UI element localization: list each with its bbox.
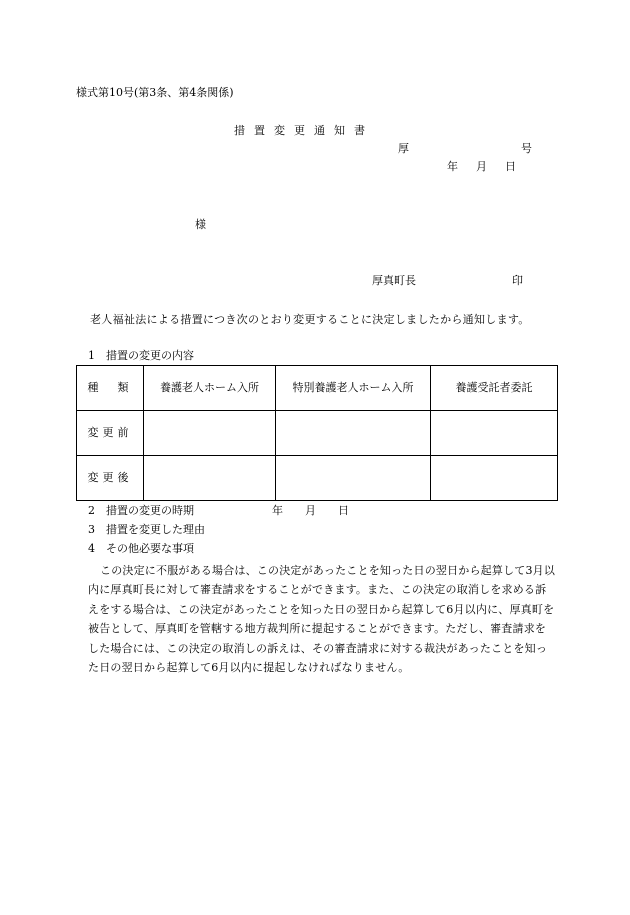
issuer-name: 厚真町長 bbox=[372, 274, 416, 287]
period-month-label: 月 bbox=[305, 504, 316, 517]
section-1-number: 1 bbox=[88, 349, 95, 362]
section-2-heading bbox=[88, 504, 349, 517]
section-3-heading bbox=[88, 523, 205, 536]
seal-mark: 印 bbox=[512, 274, 523, 287]
row-label-before: 変更前 bbox=[77, 411, 144, 456]
row-label-after: 変更後 bbox=[77, 456, 144, 501]
column-header: 特別養護老人ホーム入所 bbox=[276, 366, 431, 411]
column-header: 養護受託者委託 bbox=[431, 366, 558, 411]
period-day-label: 日 bbox=[338, 504, 349, 517]
section-4-number: 4 bbox=[88, 542, 95, 555]
section-4-heading bbox=[88, 542, 194, 555]
table-row bbox=[77, 456, 558, 501]
document-number-suffix: 号 bbox=[521, 142, 532, 155]
section-2-title: 措置の変更の時期 bbox=[106, 504, 194, 517]
change-table bbox=[76, 365, 558, 501]
table-cell bbox=[431, 411, 558, 456]
section-3-title: 措置を変更した理由 bbox=[106, 523, 205, 536]
form-number: 様式第10号(第3条、第4条関係) bbox=[76, 86, 234, 99]
table-header-row bbox=[77, 366, 558, 411]
section-3-number: 3 bbox=[88, 523, 95, 536]
column-header: 種 類 bbox=[77, 366, 144, 411]
change-period-date bbox=[272, 504, 349, 517]
issuer-line bbox=[372, 274, 523, 287]
section-2-number: 2 bbox=[88, 504, 95, 517]
date-day-label: 日 bbox=[505, 160, 516, 173]
document-date bbox=[447, 160, 516, 173]
document-number-prefix: 厚 bbox=[398, 142, 409, 155]
table-cell bbox=[144, 456, 276, 501]
table-cell bbox=[276, 411, 431, 456]
section-4-title: その他必要な事項 bbox=[106, 542, 194, 555]
appeal-notice-paragraph: この決定に不服がある場合は、この決定があったことを知った日の翌日から起算して3月以内に厚真町長に対して審査請求をすることができます。また、この決定の取消しを求める訴えをする場合は、この決定があったことを知った日の翌日から起算して6月以内に、厚真町を被告として、厚真町を管轄する地方裁判所に提起することができます。ただし、審査請求をした場合には、この決定の取消しの訴えは、その審査請求に対する裁決があったことを知った日の翌日から起算して6月以内に提起しなければなりません。 bbox=[88, 564, 556, 675]
table-cell bbox=[144, 411, 276, 456]
date-year-label: 年 bbox=[447, 160, 458, 173]
table-cell bbox=[276, 456, 431, 501]
document-title: 措置変更通知書 bbox=[234, 124, 374, 137]
table-row bbox=[77, 411, 558, 456]
intro-paragraph: 老人福祉法による措置につき次のとおり変更することに決定しましたから通知します。 bbox=[90, 313, 530, 326]
date-month-label: 月 bbox=[476, 160, 487, 173]
recipient-suffix: 様 bbox=[195, 218, 206, 231]
document-number bbox=[398, 142, 532, 155]
section-1-heading bbox=[88, 349, 194, 362]
section-1-title: 措置の変更の内容 bbox=[106, 349, 194, 362]
period-year-label: 年 bbox=[272, 504, 283, 517]
table-cell bbox=[431, 456, 558, 501]
column-header: 養護老人ホーム入所 bbox=[144, 366, 276, 411]
